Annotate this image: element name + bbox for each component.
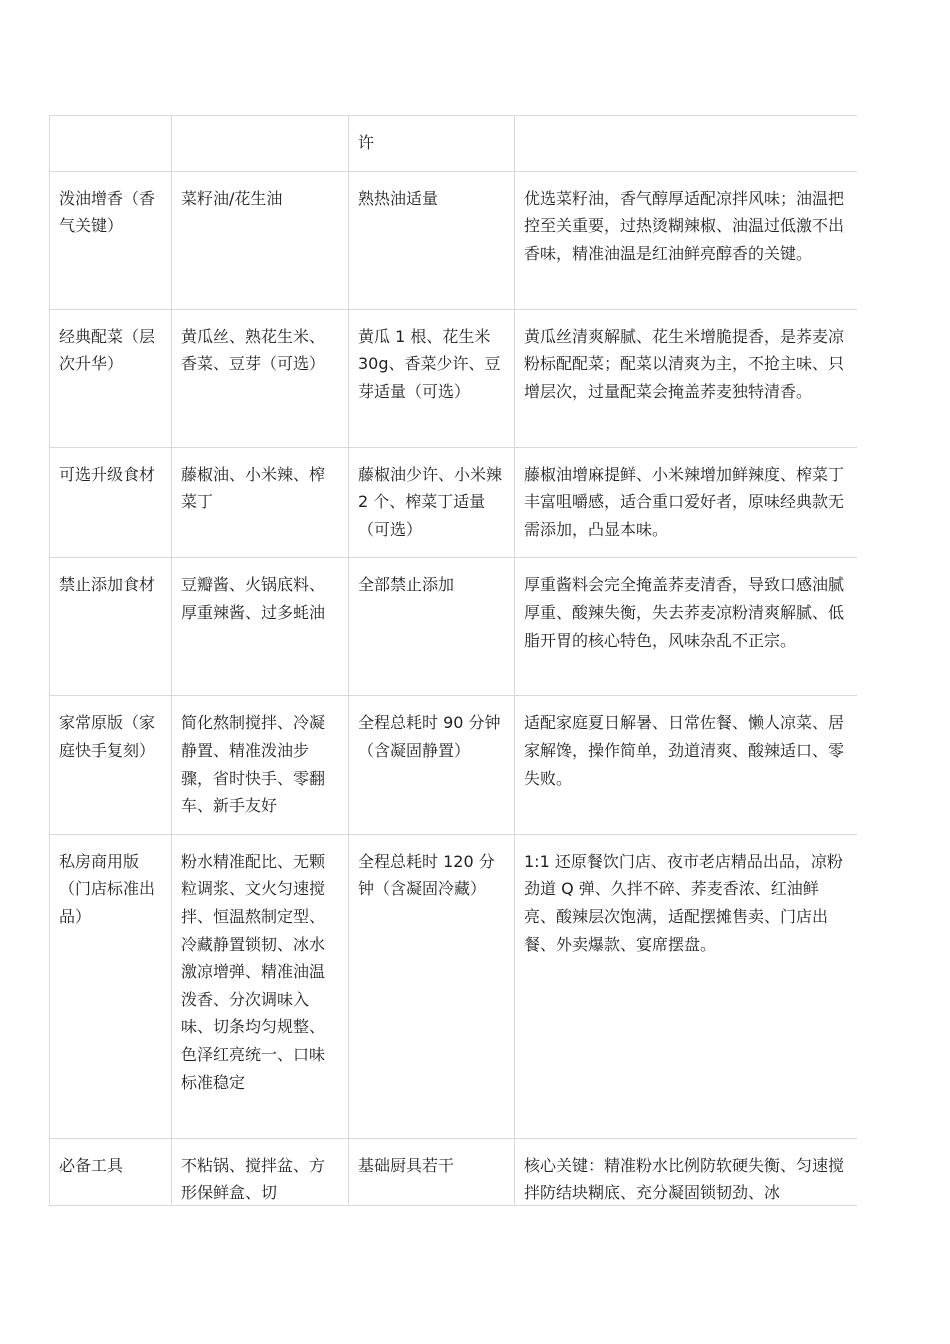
table-cell: 泼油增香（香气关键） [50, 171, 172, 309]
table-cell: 粉水精准配比、无颗粒调浆、文火匀速搅拌、恒温熬制定型、冷藏静置锁韧、冰水激凉增弹、精准油温泼香、分次调味入味、切条均匀规整、色泽红亮统一、口味标准稳定 [172, 834, 349, 1138]
table-cell: 1:1 还原餐饮门店、夜市老店精品出品，凉粉劲道 Q 弹、久拌不碎、荞麦香浓、红油鲜亮、酸辣层次饱满，适配摆摊售卖、门店出餐、外卖爆款、宴席摆盘。 [515, 834, 858, 1138]
table-cell: 藤椒油少许、小米辣 2 个、榨菜丁适量（可选） [349, 447, 515, 558]
table-cell: 经典配菜（层次升华） [50, 309, 172, 447]
table-cell: 全程总耗时 120 分钟（含凝固冷藏） [349, 834, 515, 1138]
table-row [50, 116, 858, 172]
table-container [49, 115, 857, 1206]
table-row [50, 447, 858, 558]
table-cell: 全部禁止添加 [349, 558, 515, 696]
table-cell: 不粘锅、搅拌盆、方形保鲜盒、切 [172, 1138, 349, 1206]
table-cell: 核心关键：精准粉水比例防软硬失衡、匀速搅拌防结块糊底、充分凝固锁韧劲、冰 [515, 1138, 858, 1206]
table-cell: 熟热油适量 [349, 171, 515, 309]
table-cell [50, 116, 172, 172]
table-row [50, 1138, 858, 1206]
table-cell: 基础厨具若干 [349, 1138, 515, 1206]
table-cell: 黄瓜丝、熟花生米、香菜、豆芽（可选） [172, 309, 349, 447]
table-cell: 全程总耗时 90 分钟（含凝固静置） [349, 696, 515, 834]
table-cell [515, 116, 858, 172]
table-cell: 家常原版（家庭快手复刻） [50, 696, 172, 834]
table-cell [172, 116, 349, 172]
table-cell: 厚重酱料会完全掩盖荞麦清香，导致口感油腻厚重、酸辣失衡，失去荞麦凉粉清爽解腻、低脂开胃的核心特色，风味杂乱不正宗。 [515, 558, 858, 696]
table-cell: 许 [349, 116, 515, 172]
table-cell: 藤椒油增麻提鲜、小米辣增加鲜辣度、榨菜丁丰富咀嚼感，适合重口爱好者，原味经典款无需添加，凸显本味。 [515, 447, 858, 558]
table-cell: 禁止添加食材 [50, 558, 172, 696]
table-row [50, 171, 858, 309]
table-cell: 优选菜籽油，香气醇厚适配凉拌风味；油温把控至关重要，过热烫糊辣椒、油温过低激不出香味，精准油温是红油鲜亮醇香的关键。 [515, 171, 858, 309]
table-cell: 豆瓣酱、火锅底料、厚重辣酱、过多蚝油 [172, 558, 349, 696]
table-cell: 藤椒油、小米辣、榨菜丁 [172, 447, 349, 558]
table-cell: 黄瓜丝清爽解腻、花生米增脆提香，是荞麦凉粉标配配菜；配菜以清爽为主，不抢主味、只增层次，过量配菜会掩盖荞麦独特清香。 [515, 309, 858, 447]
table-cell: 可选升级食材 [50, 447, 172, 558]
table-row [50, 834, 858, 1138]
table-cell: 适配家庭夏日解暑、日常佐餐、懒人凉菜、居家解馋，操作简单，劲道清爽、酸辣适口、零失败。 [515, 696, 858, 834]
table-cell: 黄瓜 1 根、花生米 30g、香菜少许、豆芽适量（可选） [349, 309, 515, 447]
table-cell: 简化熬制搅拌、冷凝静置、精准泼油步骤，省时快手、零翻车、新手友好 [172, 696, 349, 834]
table-cell: 菜籽油/花生油 [172, 171, 349, 309]
table-row [50, 309, 858, 447]
table-cell: 私房商用版（门店标准出品） [50, 834, 172, 1138]
table-row [50, 696, 858, 834]
table-row [50, 558, 858, 696]
table-cell: 必备工具 [50, 1138, 172, 1206]
recipe-table [49, 115, 857, 1206]
